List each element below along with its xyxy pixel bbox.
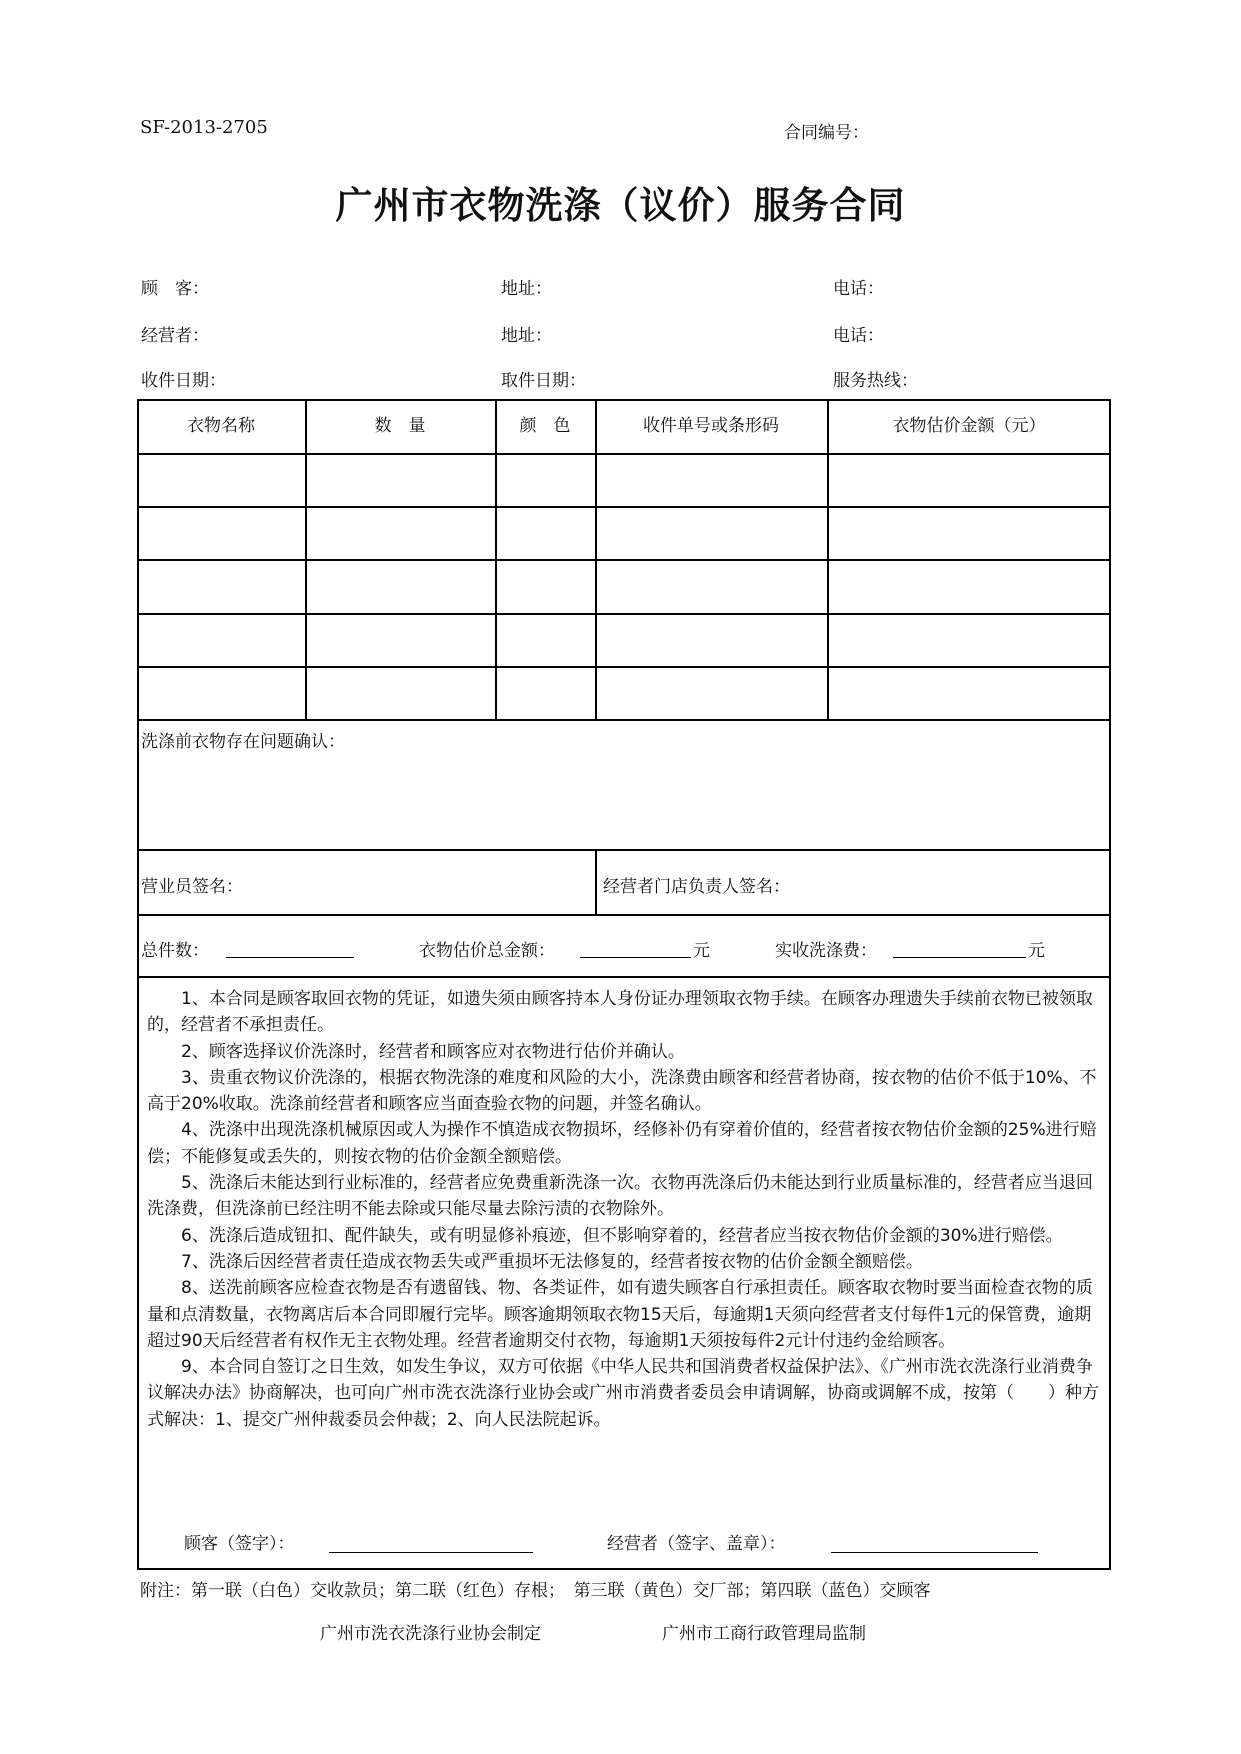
fee-line[interactable] <box>893 957 1026 958</box>
hotline-label: 服务热线： <box>833 371 918 391</box>
operator-address-label: 地址： <box>501 326 552 346</box>
table-cell-receipt-no[interactable] <box>599 617 823 662</box>
contract-terms <box>147 986 1102 1433</box>
table-cell-quantity[interactable] <box>309 617 491 662</box>
issues-label: 洗涤前衣物存在问题确认： <box>141 732 345 752</box>
total-count-label: 总件数： <box>141 941 209 961</box>
table-cell-receipt-no[interactable] <box>599 457 823 502</box>
receive-date-label: 收件日期： <box>141 371 226 391</box>
term-8: 8、送洗前顾客应检查衣物是否有遗留钱、物、各类证件，如有遗失顾客自行承担责任。顾客取衣物时要当面检查衣物的质量和点清数量，衣物离店后本合同即履行完毕。顾客逾期领取衣物15天后，每逾期1天须向经营者支付每件1元的保管费，逾期超过90天后经营者有权作无主衣物处理。经营者逾期交付衣物，每逾期1天须按每件2元计付违约金给顾客。 <box>147 1278 1093 1351</box>
operator-sign-label: 经营者（签字、盖章）： <box>607 1534 786 1554</box>
customer-sign-line[interactable] <box>329 1552 533 1553</box>
term-1: 1、本合同是顾客取回衣物的凭证，如遗失须由顾客持本人身份证办理领取衣物手续。在顾客办理遗失手续前衣物已被领取的，经营者不承担责任。 <box>147 989 1093 1036</box>
signature-bottom-divider <box>137 914 1111 916</box>
table-cell-estimated-value[interactable] <box>831 563 1107 609</box>
table-cell-color[interactable] <box>499 457 591 502</box>
manager-signature-label: 经营者门店负责人签名： <box>603 877 790 897</box>
table-cell-color[interactable] <box>499 617 591 662</box>
operator-sign-line[interactable] <box>831 1552 1038 1553</box>
column-header-color: 颜 色 <box>519 416 571 436</box>
table-cell-quantity[interactable] <box>309 563 491 609</box>
column-header-item-name: 衣物名称 <box>187 416 255 436</box>
fee-label: 实收洗涤费： <box>775 941 877 961</box>
footer-note: 附注：第一联（白色）交收款员；第二联（红色）存根； 第三联（黄色）交厂部；第四联（蓝色）交顾客 <box>140 1581 931 1601</box>
clerk-signature-label: 营业员签名： <box>141 877 243 897</box>
total-value-unit: 元 <box>693 941 710 961</box>
table-cell-item-name[interactable] <box>141 563 301 609</box>
page-title: 广州市衣物洗涤（议价）服务合同 <box>335 183 906 227</box>
table-row-divider <box>137 613 1111 615</box>
table-cell-item-name[interactable] <box>141 510 301 555</box>
table-cell-item-name[interactable] <box>141 457 301 502</box>
operator-phone-label: 电话： <box>833 326 884 346</box>
issues-bottom-divider <box>137 849 1111 851</box>
signature-divider <box>595 849 597 914</box>
total-value-line[interactable] <box>580 957 691 958</box>
column-header-receipt-no: 收件单号或条形码 <box>643 416 779 436</box>
table-cell-item-name[interactable] <box>141 617 301 662</box>
form-code: SF-2013-2705 <box>140 117 268 138</box>
table-cell-color[interactable] <box>499 510 591 555</box>
table-cell-estimated-value[interactable] <box>831 670 1107 715</box>
table-cell-receipt-no[interactable] <box>599 563 823 609</box>
column-header-quantity: 数 量 <box>374 416 426 436</box>
table-header-divider <box>137 453 1111 455</box>
pickup-date-label: 取件日期： <box>501 371 586 391</box>
customer-sign-label: 顾客（签字）： <box>184 1534 295 1554</box>
term-6: 6、洗涤后造成钮扣、配件缺失，或有明显修补痕迹，但不影响穿着的，经营者应当按衣物估价金额的30%进行赔偿。 <box>181 1225 1063 1246</box>
table-bottom-divider <box>137 719 1111 721</box>
column-header-estimated-value: 衣物估价金额（元） <box>892 416 1046 436</box>
term-7: 7、洗涤后因经营者责任造成衣物丢失或严重损坏无法修复的，经营者按衣物的估价金额全额赔偿。 <box>181 1251 923 1272</box>
table-cell-quantity[interactable] <box>309 457 491 502</box>
term-9: 9、本合同自签订之日生效，如发生争议，双方可依据《中华人民共和国消费者权益保护法》、《广州市洗衣洗涤行业消费争议解决办法》协商解决，也可向广州市洗衣洗涤行业协会或广州市消费者委员会申请调解，协商或调解不成，按第（ ）种方式解决：1、提交广州仲裁委员会仲裁；2、向人民法院起诉。 <box>147 1357 1099 1430</box>
table-cell-item-name[interactable] <box>141 670 301 715</box>
customer-address-label: 地址： <box>501 279 552 299</box>
table-cell-quantity[interactable] <box>309 670 491 715</box>
totals-bottom-divider <box>137 976 1111 978</box>
term-4: 4、洗涤中出现洗涤机械原因或人为操作不慎造成衣物损坏，经修补仍有穿着价值的，经营者按衣物估价金额的25%进行赔偿；不能修复或丢失的，则按衣物的估价金额全额赔偿。 <box>147 1120 1097 1167</box>
total-count-line[interactable] <box>226 957 354 958</box>
table-row-divider <box>137 666 1111 668</box>
table-cell-receipt-no[interactable] <box>599 670 823 715</box>
table-cell-receipt-no[interactable] <box>599 510 823 555</box>
table-cell-color[interactable] <box>499 670 591 715</box>
customer-label: 顾 客： <box>141 279 209 299</box>
term-5: 5、洗涤后未能达到行业标准的，经营者应免费重新洗涤一次。衣物再洗涤后仍未能达到行业质量标准的，经营者应当退回洗涤费，但洗涤前已经注明不能去除或只能尽量去除污渍的衣物除外。 <box>147 1173 1093 1220</box>
table-row-divider <box>137 559 1111 561</box>
operator-label: 经营者： <box>141 326 209 346</box>
table-row-divider <box>137 506 1111 508</box>
table-cell-estimated-value[interactable] <box>831 457 1107 502</box>
table-cell-quantity[interactable] <box>309 510 491 555</box>
supervisor-text: 广州市工商行政管理局监制 <box>662 1624 866 1644</box>
table-cell-estimated-value[interactable] <box>831 510 1107 555</box>
table-cell-color[interactable] <box>499 563 591 609</box>
contract-number-label: 合同编号： <box>784 123 869 143</box>
customer-phone-label: 电话： <box>833 279 884 299</box>
term-2: 2、顾客选择议价洗涤时，经营者和顾客应对衣物进行估价并确认。 <box>181 1041 685 1062</box>
fee-unit: 元 <box>1028 941 1045 961</box>
total-value-label: 衣物估价总金额： <box>419 941 555 961</box>
table-cell-estimated-value[interactable] <box>831 617 1107 662</box>
issuer-text: 广州市洗衣洗涤行业协会制定 <box>320 1624 541 1644</box>
term-3: 3、贵重衣物议价洗涤的，根据衣物洗涤的难度和风险的大小，洗涤费由顾客和经营者协商，按衣物的估价不低于10%、不高于20%收取。洗涤前经营者和顾客应当面查验衣物的问题，并签名确认。 <box>147 1067 1097 1115</box>
